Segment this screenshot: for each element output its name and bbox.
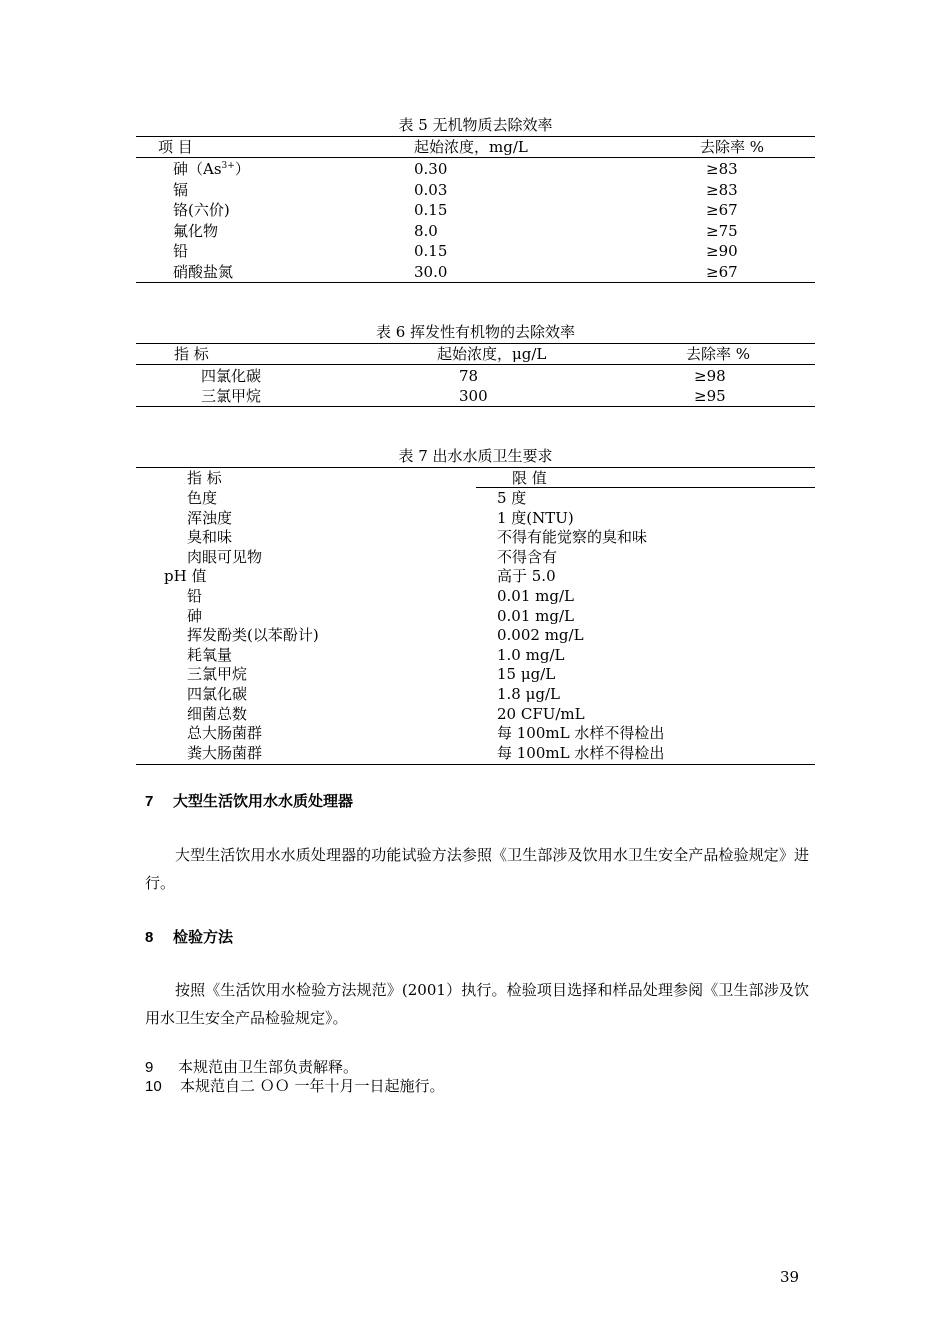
table7-bottom-rule [136, 764, 815, 765]
table6-header-rule [136, 364, 815, 365]
section7-title: 大型生活饮用水水质处理器 [173, 792, 354, 810]
note-10-number: 10 [145, 1078, 162, 1095]
table5-caption: 表 5 无机物质去除效率 [398, 116, 553, 134]
row-name-tail: ） [234, 160, 250, 178]
section8-title: 检验方法 [173, 928, 234, 946]
table-row-name: 细菌总数 [187, 704, 248, 723]
note-9 [145, 1058, 358, 1077]
table-row-name: 色度 [187, 489, 218, 507]
table-row-value: 不得含有 [497, 547, 558, 566]
table6-top-rule [136, 343, 815, 344]
table-row-value: 20 CFU/mL [497, 704, 585, 723]
table-row-rate: ≥83 [706, 180, 738, 199]
table-row-conc: 8.0 [414, 221, 438, 240]
table6-caption: 表 6 挥发性有机物的去除效率 [375, 323, 576, 341]
note-10-text: 本规范自二 ＯＯ 一年十月一日起施行。 [180, 1077, 445, 1095]
table-row-conc: 30.0 [414, 262, 448, 281]
table-row-value: 每 100mL 水样不得检出 [497, 724, 665, 743]
table7-header-rule [476, 487, 815, 488]
table-row-rate: ≥95 [694, 387, 726, 405]
note-9-number: 9 [145, 1059, 154, 1076]
table-row-name: 三氯甲烷 [201, 387, 262, 405]
table7-header-item: 指 标 [187, 469, 222, 487]
table5-header-rule [136, 157, 815, 158]
table-row-conc: 0.03 [414, 180, 448, 199]
table-row-name [173, 160, 250, 178]
table-row-name: 耗氧量 [187, 645, 233, 664]
table-row-value: 每 100mL 水样不得检出 [497, 743, 665, 762]
table-row-conc: 78 [459, 367, 479, 385]
section7-body: 大型生活饮用水水质处理器的功能试验方法参照《卫生部涉及饮用水卫生安全产品检验规定》进行。 [145, 846, 809, 892]
table-row-rate: ≥67 [706, 262, 738, 281]
table-row-conc: 0.15 [414, 242, 448, 260]
table7-header-value: 限 值 [512, 469, 547, 487]
table-row-value: 高于 5.0 [497, 567, 556, 586]
row-name-text: 镉 [173, 180, 189, 199]
table-row-name: 总大肠菌群 [187, 724, 263, 743]
table-row-name [173, 181, 188, 199]
table-row-rate: ≥90 [706, 242, 738, 260]
table6-header-conc: 起始浓度，μg/L [437, 345, 547, 363]
table6-header-item: 指 标 [174, 345, 209, 363]
table5-header-rate: 去除率 % [700, 138, 765, 156]
table-row-name [173, 201, 230, 219]
table-row-name: 臭和味 [187, 528, 233, 547]
table-row-name: 挥发酚类(以苯酚计) [187, 626, 319, 645]
table-row-value: 15 μg/L [497, 665, 556, 684]
table-row-name: 肉眼可见物 [187, 547, 263, 566]
table-row-name [173, 242, 188, 260]
table-row-value: 0.002 mg/L [497, 626, 584, 645]
table6-bottom-rule [136, 406, 815, 407]
table7-caption: 表 7 出水水质卫生要求 [398, 447, 553, 465]
section7-heading [145, 792, 353, 811]
section8-number: 8 [145, 929, 154, 946]
table-row-rate: ≥83 [706, 160, 738, 178]
table-row-value: 不得有能觉察的臭和味 [497, 528, 648, 547]
section7-number: 7 [145, 793, 154, 810]
table-row-rate: ≥75 [706, 221, 738, 240]
table-row-value: 0.01 mg/L [497, 587, 575, 605]
table5-header-item: 项 目 [158, 138, 193, 156]
note-9-text: 本规范由卫生部负责解释。 [178, 1058, 359, 1076]
row-name-text: 氟化物 [173, 221, 219, 240]
table-row-value: 5 度 [497, 489, 527, 507]
table-row-name: 浑浊度 [187, 508, 233, 527]
table-row-rate: ≥67 [706, 201, 738, 219]
table-row-value: 0.01 mg/L [497, 606, 575, 625]
table6-header-rate: 去除率 % [686, 345, 751, 363]
row-name-text: 铬(六价) [173, 201, 230, 219]
row-name-text: 硝酸盐氮 [173, 262, 234, 281]
page-number: 39 [780, 1268, 800, 1286]
row-name-text: 砷（As [173, 160, 222, 178]
table-row-rate: ≥98 [694, 367, 726, 385]
table7-top-rule [136, 467, 815, 468]
table-row-conc: 0.30 [414, 160, 448, 178]
table5-header-conc: 起始浓度，mg/L [414, 138, 528, 156]
table-row-value: 1.0 mg/L [497, 645, 565, 664]
table-row-name: 粪大肠菌群 [187, 743, 263, 762]
row-name-text: 铅 [173, 242, 189, 260]
table-row-value: 1.8 μg/L [497, 685, 560, 703]
table-row-name: 四氯化碳 [201, 367, 262, 385]
table5-top-rule [136, 136, 815, 137]
table-row-name: 三氯甲烷 [187, 665, 248, 684]
row-name-superscript: 3+ [221, 161, 235, 171]
note-10 [145, 1077, 445, 1096]
table-row-name [173, 222, 218, 240]
section8-body: 按照《生活饮用水检验方法规范》(2001）执行。检验项目选择和样品处理参阅《卫生部涉及饮用水卫生安全产品检验规定》。 [145, 981, 809, 1027]
section8-heading [145, 928, 233, 947]
table-row-name: 铅 [187, 587, 203, 605]
table-row-name: pH 值 [164, 567, 207, 586]
table-row-name [173, 263, 233, 281]
table5-bottom-rule [136, 282, 815, 283]
table-row-conc: 0.15 [414, 201, 448, 219]
table-row-name: 砷 [187, 606, 203, 625]
table-row-conc: 300 [459, 387, 488, 405]
table-row-name: 四氯化碳 [187, 685, 248, 703]
table-row-value: 1 度(NTU) [497, 508, 574, 527]
